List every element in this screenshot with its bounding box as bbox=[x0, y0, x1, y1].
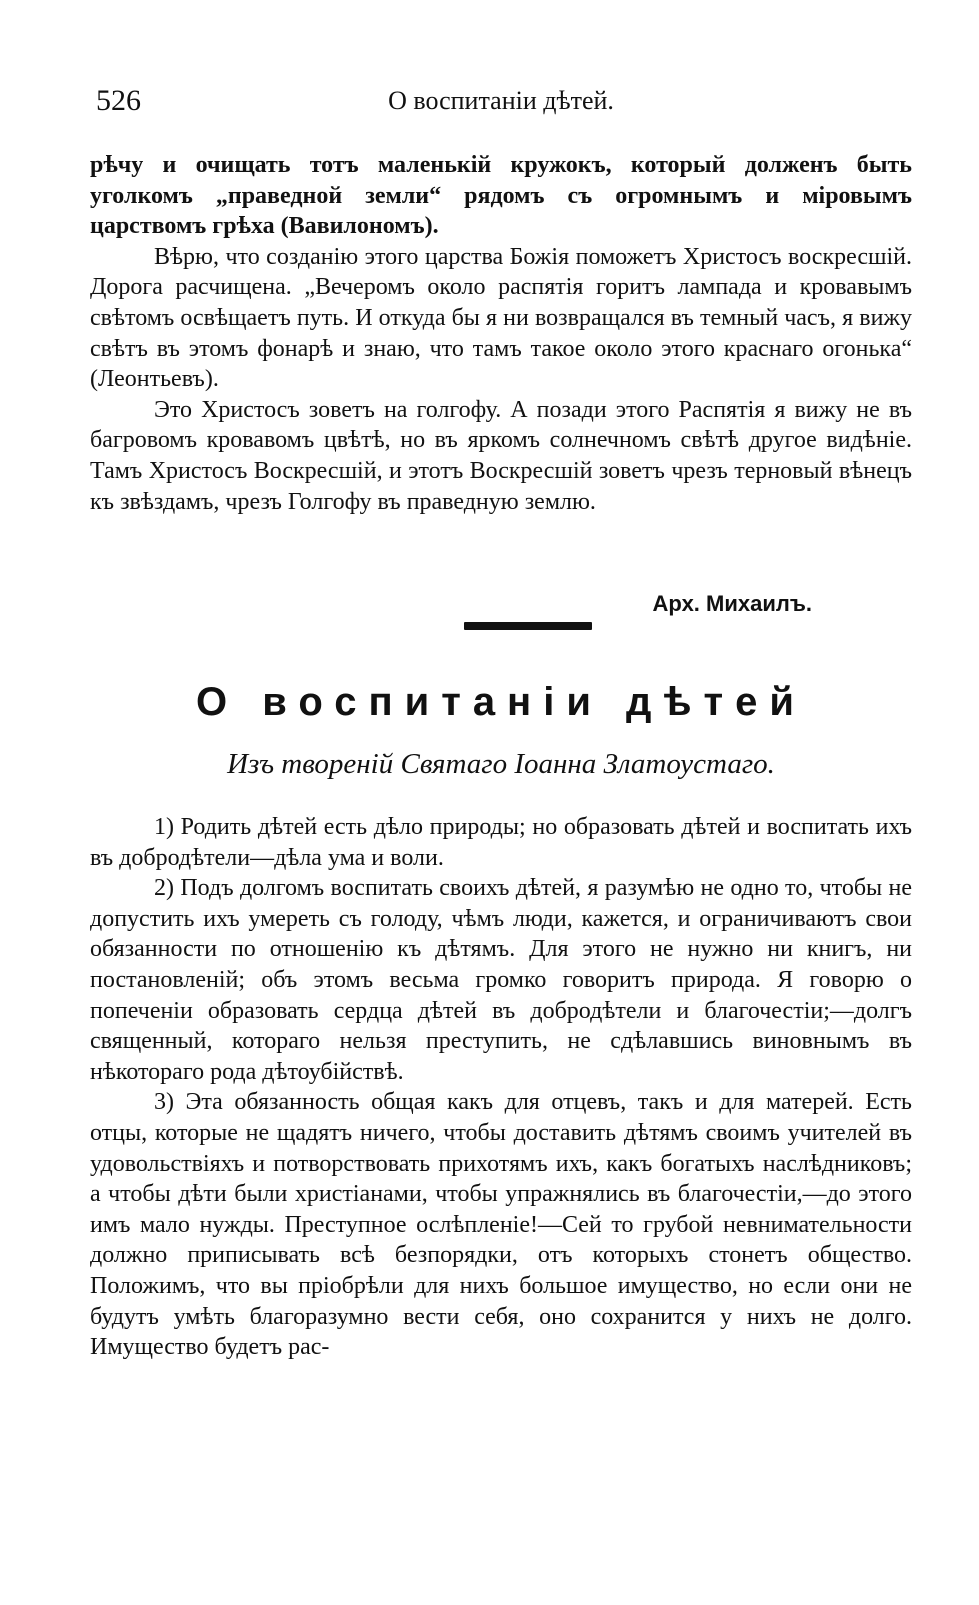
page-number: 526 bbox=[96, 84, 141, 117]
running-header bbox=[90, 84, 912, 124]
paragraph: 1) Родить дѣтей есть дѣло природы; но образовать дѣтей и воспитать ихъ въ добродѣтели—дѣла ума и воли. bbox=[90, 814, 912, 871]
article-body bbox=[90, 812, 912, 1363]
article-title: О воспитанiи дѣтей bbox=[196, 680, 806, 724]
author-signature: Арх. Михаилъ. bbox=[652, 591, 812, 616]
paragraph: 3) Эта обязанность общая какъ для отцевъ, такъ и для матерей. Есть отцы, которые не щадятъ ничего, чтобы доставить дѣтямъ своимъ учителей въ удовольствiяхъ и потворствовать прихотямъ ихъ, какъ богатыхъ наслѣдниковъ; а чтобы дѣти были христiанами, чтобы упражнялись въ благочестiи,—до этого имъ мало нужды. Преступное ослѣпленiе!—Сей то грубой невнимательности должно приписывать всѣ безпорядки, отъ которыхъ стонетъ общество. Положимъ, что вы прiобрѣли для нихъ большое имущество, но если они не будутъ умѣть благоразумно вести себя, оно сохранится у нихъ не долго. Имущество будетъ рас- bbox=[90, 1089, 912, 1361]
paragraph: 2) Подъ долгомъ воспитать своихъ дѣтей, я разумѣю не одно то, чтобы не допустить ихъ умереть съ голоду, чѣмъ люди, кажется, и ограничиваютъ свои обязанности по отношенiю къ дѣтямъ. Для этого не нужно ни книгъ, ни постановленiй; объ этомъ весьма громко говоритъ природа. Я говорю о попеченiи образовать сердца дѣтей въ добродѣтели и благочестiи;—долгъ священный, котораго нельзя преступить, не сдѣлавшись виновнымъ въ нѣкотораго рода дѣтоубiйствѣ. bbox=[90, 875, 912, 1085]
paragraph: рѣчу и очищать тотъ маленькiй кружокъ, который долженъ быть уголкомъ „праведной земли“ рядомъ съ огромнымъ и мiровымъ царствомъ грѣха (Вавилономъ). bbox=[90, 152, 912, 240]
running-title: О воспитанiи дѣтей. bbox=[388, 86, 614, 115]
paragraph: Вѣрю, что созданiю этого царства Божiя поможетъ Христосъ воскресшiй. Дорога расчищена. „Вечеромъ около распятiя горитъ лампада и кровавымъ свѣтомъ освѣщаетъ путь. И откуда бы я ни возвращался въ темный часъ, я вижу свѣтъ въ этомъ фонарѣ и знаю, что тамъ такое около этого краснаго огонька“ (Леонтьевъ). bbox=[90, 243, 912, 393]
previous-article-ending bbox=[90, 150, 912, 517]
article-subtitle: Изъ творенiй Святаго Iоанна Златоустаго. bbox=[227, 748, 775, 780]
section-divider bbox=[464, 622, 592, 630]
paragraph: Это Христосъ зоветъ на голгофу. А позади этого Распятiя я вижу не въ багровомъ кровавомъ цвѣтѣ, но въ яркомъ солнечномъ свѣтѣ другое видѣнiе. Тамъ Христосъ Воскресшiй, и этотъ Воскресшiй зоветъ чрезъ терновый вѣнецъ къ звѣздамъ, чрезъ Голгофу въ праведную землю. bbox=[90, 396, 912, 515]
